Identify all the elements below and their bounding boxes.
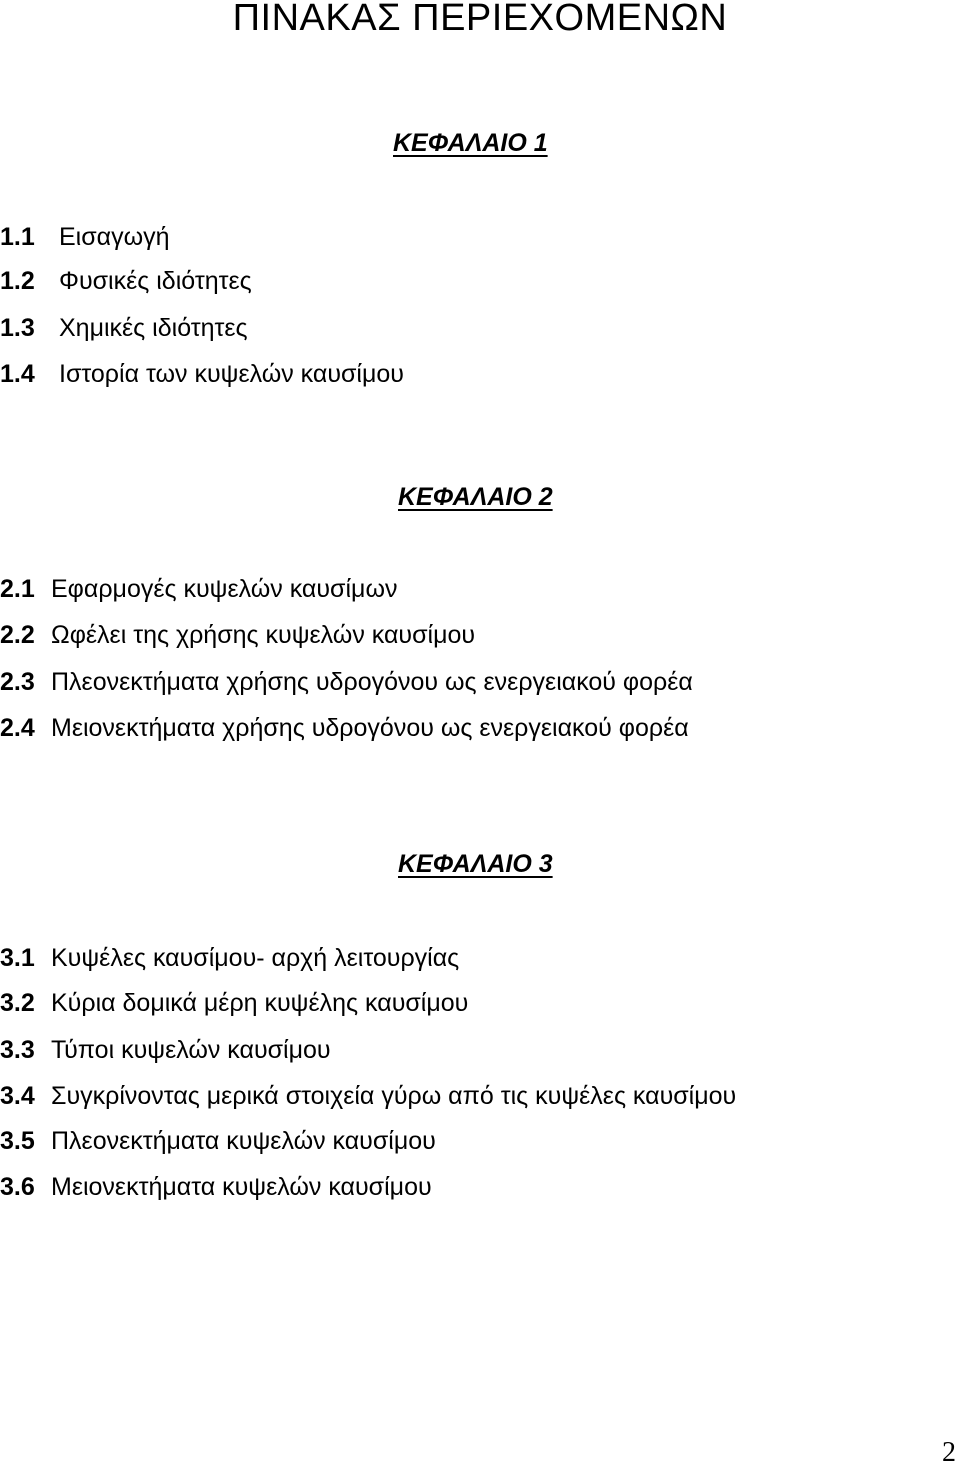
toc-item-number: 3.5 bbox=[0, 1127, 35, 1155]
toc-item-2-3[interactable] bbox=[0, 667, 693, 697]
toc-item-3-3[interactable] bbox=[0, 1035, 331, 1065]
toc-item-label: Μειονεκτήματα κυψελών καυσίμου bbox=[51, 1173, 432, 1201]
toc-item-number: 1.1 bbox=[0, 223, 35, 251]
page-title: ΠΙΝΑΚΑΣ ΠΕΡΙΕΧΟΜΕΝΩΝ bbox=[232, 0, 728, 39]
toc-item-number: 1.4 bbox=[0, 360, 35, 388]
toc-item-label: Κυψέλες καυσίμου- αρχή λειτουργίας bbox=[51, 944, 460, 972]
toc-item-number: 1.3 bbox=[0, 314, 35, 342]
toc-item-3-5[interactable] bbox=[0, 1126, 436, 1156]
toc-item-number: 2.3 bbox=[0, 668, 35, 696]
toc-item-number: 3.1 bbox=[0, 944, 35, 972]
toc-item-1-3[interactable] bbox=[0, 313, 248, 343]
chapter-heading-1: ΚΕΦΑΛΑΙΟ 1 bbox=[393, 129, 548, 157]
toc-item-2-1[interactable] bbox=[0, 574, 397, 604]
toc-item-label: Πλεονεκτήματα χρήσης υδρογόνου ως ενεργειακού φορέα bbox=[51, 668, 693, 696]
toc-item-number: 3.6 bbox=[0, 1173, 35, 1201]
toc-item-number: 2.2 bbox=[0, 621, 35, 649]
toc-item-number: 3.2 bbox=[0, 989, 35, 1017]
chapter-heading-3: ΚΕΦΑΛΑΙΟ 3 bbox=[398, 850, 553, 878]
toc-item-number: 1.2 bbox=[0, 267, 35, 295]
toc-item-3-4[interactable] bbox=[0, 1081, 736, 1111]
toc-item-3-6[interactable] bbox=[0, 1172, 432, 1202]
toc-item-1-1[interactable] bbox=[0, 222, 170, 252]
toc-item-label: Πλεονεκτήματα κυψελών καυσίμου bbox=[51, 1127, 436, 1155]
toc-item-label: Εφαρμογές κυψελών καυσίμων bbox=[51, 575, 398, 603]
toc-item-label: Χημικές ιδιότητες bbox=[59, 314, 248, 342]
toc-item-label: Εισαγωγή bbox=[59, 223, 170, 251]
toc-item-1-2[interactable] bbox=[0, 266, 252, 296]
page-number: 2 bbox=[942, 1437, 956, 1468]
toc-item-number: 3.3 bbox=[0, 1036, 35, 1064]
toc-item-number: 2.1 bbox=[0, 575, 35, 603]
toc-item-label: Ιστορία των κυψελών καυσίμου bbox=[59, 360, 404, 388]
chapter-heading-2: ΚΕΦΑΛΑΙΟ 2 bbox=[398, 483, 553, 511]
toc-item-1-4[interactable] bbox=[0, 359, 404, 389]
toc-item-label: Φυσικές ιδιότητες bbox=[59, 267, 252, 295]
toc-item-label: Μειονεκτήματα χρήσης υδρογόνου ως ενεργειακού φορέα bbox=[51, 714, 689, 742]
toc-item-label: Συγκρίνοντας μερικά στοιχεία γύρω από τις κυψέλες καυσίμου bbox=[51, 1082, 737, 1110]
toc-item-number: 2.4 bbox=[0, 714, 35, 742]
toc-item-label: Τύποι κυψελών καυσίμου bbox=[51, 1036, 331, 1064]
toc-item-number: 3.4 bbox=[0, 1082, 35, 1110]
toc-item-2-4[interactable] bbox=[0, 713, 689, 743]
toc-item-label: Κύρια δομικά μέρη κυψέλης καυσίμου bbox=[51, 989, 469, 1017]
toc-item-3-1[interactable] bbox=[0, 943, 459, 973]
toc-item-3-2[interactable] bbox=[0, 988, 468, 1018]
toc-item-2-2[interactable] bbox=[0, 620, 475, 650]
toc-item-label: Ωφέλει της χρήσης κυψελών καυσίμου bbox=[51, 621, 476, 649]
